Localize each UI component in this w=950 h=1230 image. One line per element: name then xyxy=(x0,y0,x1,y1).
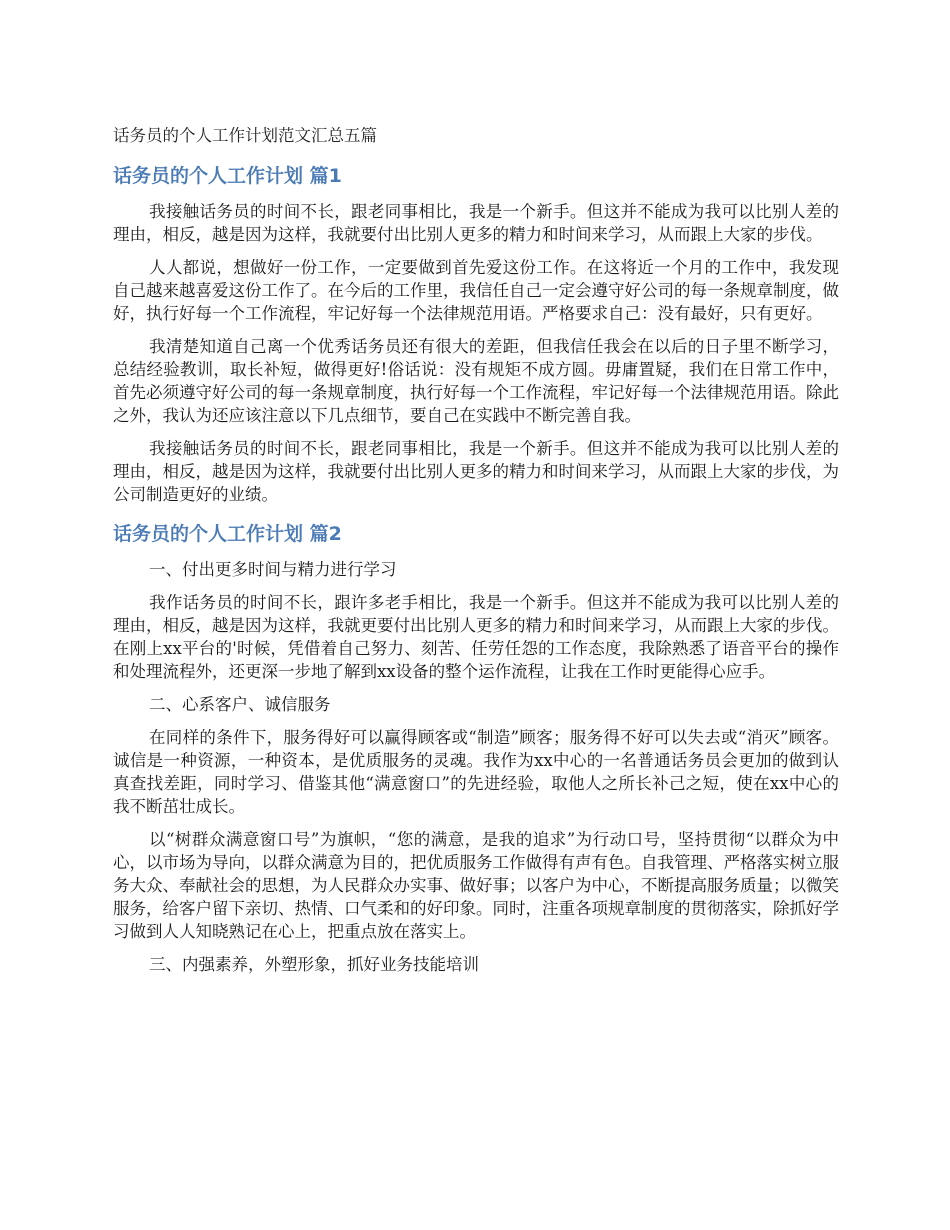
paragraph: 我接触话务员的时间不长，跟老同事相比，我是一个新手。但这并不能成为我可以比别人差的理由，相反，越是因为这样，我就要付出比别人更多的精力和时间来学习，从而跟上大家的步伐。 xyxy=(113,202,839,244)
paragraph: 我作话务员的时间不长，跟许多老手相比，我是一个新手。但这并不能成为我可以比别人差的理由，相反，越是因为这样，我就更要付出比别人更多的精力和时间来学习，从而跟上大家的步伐。在刚上xx平台的'时候，凭借着自己努力、刻苦、任劳任怨的工作态度，我除熟悉了语音平台的操作和处理流程外，还更深一步地了解到xx设备的整个运作流程，让我在工作时更能得心应手。 xyxy=(113,593,839,681)
paragraph: 我接触话务员的时间不长，跟老同事相比，我是一个新手。但这并不能成为我可以比别人差的理由，相反，越是因为这样，我就要付出比别人更多的精力和时间来学习，从而跟上大家的步伐，为公司制造更好的业绩。 xyxy=(113,439,839,504)
paragraph: 以“树群众满意窗口号”为旗帜，“您的满意，是我的追求”为行动口号，坚持贯彻“以群众为中心，以市场为导向，以群众满意为目的，把优质服务工作做得有声有色。自我管理、严格落实树立服务大众、奉献社会的思想，为人民群众办实事、做好事；以客户为中心，不断提高服务质量；以微笑服务，给客户留下亲切、热情、口气柔和的好印象。同时，注重各项规章制度的贯彻落实，除抓好学习做到人人知晓熟记在心上，把重点放在落实上。 xyxy=(113,830,839,941)
section-heading: 话务员的个人工作计划 篇1 xyxy=(113,165,342,187)
section-2 xyxy=(113,520,839,976)
document-page xyxy=(113,124,839,986)
section-heading: 话务员的个人工作计划 篇2 xyxy=(113,523,342,545)
subsection-heading: 三、内强素养，外塑形象，抓好业务技能培训 xyxy=(149,955,479,974)
paragraph: 我清楚知道自己离一个优秀话务员还有很大的差距，但我信任我会在以后的日子里不断学习，总结经验教训，取长补短，做得更好!俗话说：没有规矩不成方圆。毋庸置疑，我们在日常工作中，首先必须遵守好公司的每一条规章制度，执行好每一个工作流程，牢记好每一个法律规范用语。除此之外，我认为还应该注意以下几点细节，要自己在实践中不断完善自我。 xyxy=(113,337,839,425)
document-title: 话务员的个人工作计划范文汇总五篇 xyxy=(113,126,377,145)
paragraph: 在同样的条件下，服务得好可以赢得顾客或“制造”顾客；服务得不好可以失去或“消灭”顾客。诚信是一种资源，一种资本，是优质服务的灵魂。我作为xx中心的一名普通话务员会更加的做到认真查找差距，同时学习、借鉴其他“满意窗口”的先进经验，取他人之所长补己之短，使在xx中心的我不断茁壮成长。 xyxy=(113,728,839,816)
subsection-heading: 二、心系客户、诚信服务 xyxy=(149,695,331,714)
section-1 xyxy=(113,162,839,506)
paragraph: 人人都说，想做好一份工作，一定要做到首先爱这份工作。在这将近一个月的工作中，我发现自己越来越喜爱这份工作了。在今后的工作里，我信任自己一定会遵守好公司的每一条规章制度，做好，执行好每一个工作流程，牢记好每一个法律规范用语。严格要求自己：没有最好，只有更好。 xyxy=(113,258,839,323)
subsection-heading: 一、付出更多时间与精力进行学习 xyxy=(149,560,397,579)
